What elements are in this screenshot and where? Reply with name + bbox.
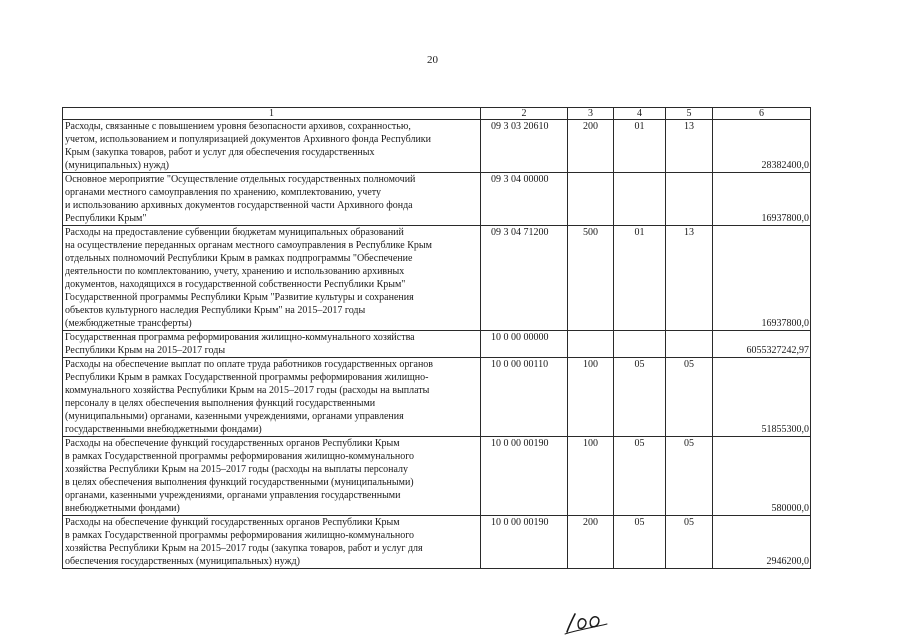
row-amount: 28382400,0: [713, 120, 811, 173]
description-line: Основное мероприятие "Осуществление отдельных государственных полномочий: [65, 174, 416, 185]
table-body: [63, 120, 811, 569]
row-subsection: 13: [666, 226, 713, 331]
description-line: коммунального хозяйства Республики Крым на 2015–2017 годы (расходы на выплаты: [65, 385, 430, 396]
row-target-code: 09 3 04 00000: [481, 173, 568, 226]
row-target-code: 09 3 04 71200: [481, 226, 568, 331]
description-line: учетом, использованием и популяризацией документов Архивного фонда Республики: [65, 134, 432, 145]
description-line: Республики Крым": [65, 213, 147, 224]
row-description: [63, 358, 481, 437]
description-line: внебюджетными фондами): [65, 503, 180, 514]
description-line: обеспечения государственных (муниципальных) нужд): [65, 556, 300, 567]
description-line: государственными внебюджетными фондами): [65, 424, 262, 435]
row-expense-type: [568, 173, 614, 226]
description-line: Расходы на предоставление субвенции бюджетам муниципальных образований: [65, 227, 404, 238]
table-row: [63, 437, 811, 516]
row-expense-type: 100: [568, 437, 614, 516]
row-section: 01: [614, 226, 666, 331]
row-amount: 16937800,0: [713, 226, 811, 331]
row-section: [614, 331, 666, 358]
description-line: деятельности по комплектованию, учету, хранению и использованию архивных: [65, 266, 405, 277]
row-subsection: 05: [666, 516, 713, 569]
description-line: органами местного самоуправления по хранению, комплектованию, учету: [65, 187, 381, 198]
row-section: 05: [614, 437, 666, 516]
header-col-2: 2: [481, 108, 568, 120]
row-expense-type: 200: [568, 120, 614, 173]
header-col-3: 3: [568, 108, 614, 120]
description-line: документов, находящихся в государственной собственности Республики Крым": [65, 279, 406, 290]
description-line: отдельных полномочий Республики Крым в рамках подпрограммы "Обеспечение: [65, 253, 413, 264]
description-line: в целях обеспечения выполнения функций государственными (муниципальными): [65, 477, 414, 488]
row-expense-type: 500: [568, 226, 614, 331]
description-line: и использованию архивных документов государственной части Архивного фонда: [65, 200, 413, 211]
row-amount: 51855300,0: [713, 358, 811, 437]
row-subsection: 05: [666, 437, 713, 516]
row-description: [63, 331, 481, 358]
row-description: [63, 173, 481, 226]
row-subsection: [666, 331, 713, 358]
header-col-1: 1: [63, 108, 481, 120]
description-line: органами, казенными учреждениями, органами управления государственными: [65, 490, 401, 501]
description-line: Республики Крым в рамках Государственной программы реформирования жилищно-: [65, 372, 429, 383]
row-subsection: 13: [666, 120, 713, 173]
header-col-5: 5: [666, 108, 713, 120]
description-line: Расходы, связанные с повышением уровня безопасности архивов, сохранностью,: [65, 121, 411, 132]
row-target-code: 10 0 00 00000: [481, 331, 568, 358]
row-description: [63, 516, 481, 569]
row-subsection: 05: [666, 358, 713, 437]
description-line: в рамках Государственной программы реформирования жилищно-коммунального: [65, 451, 415, 462]
row-target-code: 10 0 00 00110: [481, 358, 568, 437]
budget-table: [62, 107, 811, 569]
row-amount: 6055327242,97: [713, 331, 811, 358]
row-section: 05: [614, 358, 666, 437]
row-description: [63, 226, 481, 331]
table-row: [63, 358, 811, 437]
description-line: Государственной программы Республики Крым "Развитие культуры и сохранения: [65, 292, 414, 303]
page-number: 20: [427, 54, 438, 66]
description-line: Государственная программа реформирования жилищно-коммунального хозяйства: [65, 332, 415, 343]
header-col-4: 4: [614, 108, 666, 120]
row-section: [614, 173, 666, 226]
row-expense-type: 200: [568, 516, 614, 569]
row-amount: 16937800,0: [713, 173, 811, 226]
table-row: [63, 226, 811, 331]
description-line: (межбюджетные трансферты): [65, 318, 192, 329]
row-expense-type: [568, 331, 614, 358]
row-description: [63, 437, 481, 516]
table-row: [63, 173, 811, 226]
description-line: (муниципальными) органами, казенными учреждениями, органами управления: [65, 411, 404, 422]
row-target-code: 09 3 03 20610: [481, 120, 568, 173]
description-line: хозяйства Республики Крым на 2015–2017 годы (закупка товаров, работ и услуг для: [65, 543, 423, 554]
row-section: 01: [614, 120, 666, 173]
description-line: (муниципальных) нужд): [65, 160, 169, 171]
row-amount: 2946200,0: [713, 516, 811, 569]
row-amount: 580000,0: [713, 437, 811, 516]
description-line: на осуществление переданных органам местного самоуправления в Республике Крым: [65, 240, 432, 251]
table-row: [63, 331, 811, 358]
description-line: Крым (закупка товаров, работ и услуг для обеспечения государственных: [65, 147, 375, 158]
description-line: Расходы на обеспечение функций государственных органов Республики Крым: [65, 438, 400, 449]
description-line: в рамках Государственной программы реформирования жилищно-коммунального: [65, 530, 415, 541]
description-line: Расходы на обеспечение выплат по оплате труда работников государственных органов: [65, 359, 434, 370]
table-row: [63, 516, 811, 569]
description-line: Расходы на обеспечение функций государственных органов Республики Крым: [65, 517, 400, 528]
header-col-6: 6: [713, 108, 811, 120]
row-target-code: 10 0 00 00190: [481, 516, 568, 569]
description-line: объектов культурного наследия Республики Крым" на 2015–2017 годы: [65, 305, 366, 316]
table-row: [63, 120, 811, 173]
table-header-row: [63, 108, 811, 120]
description-line: персоналу в целях обеспечения выполнения функций государственными: [65, 398, 376, 409]
handwritten-page-mark: [563, 608, 609, 636]
row-subsection: [666, 173, 713, 226]
description-line: хозяйства Республики Крым на 2015–2017 годы (расходы на выплаты персоналу: [65, 464, 409, 475]
row-expense-type: 100: [568, 358, 614, 437]
row-section: 05: [614, 516, 666, 569]
row-description: [63, 120, 481, 173]
row-target-code: 10 0 00 00190: [481, 437, 568, 516]
description-line: Республики Крым на 2015–2017 годы: [65, 345, 226, 356]
